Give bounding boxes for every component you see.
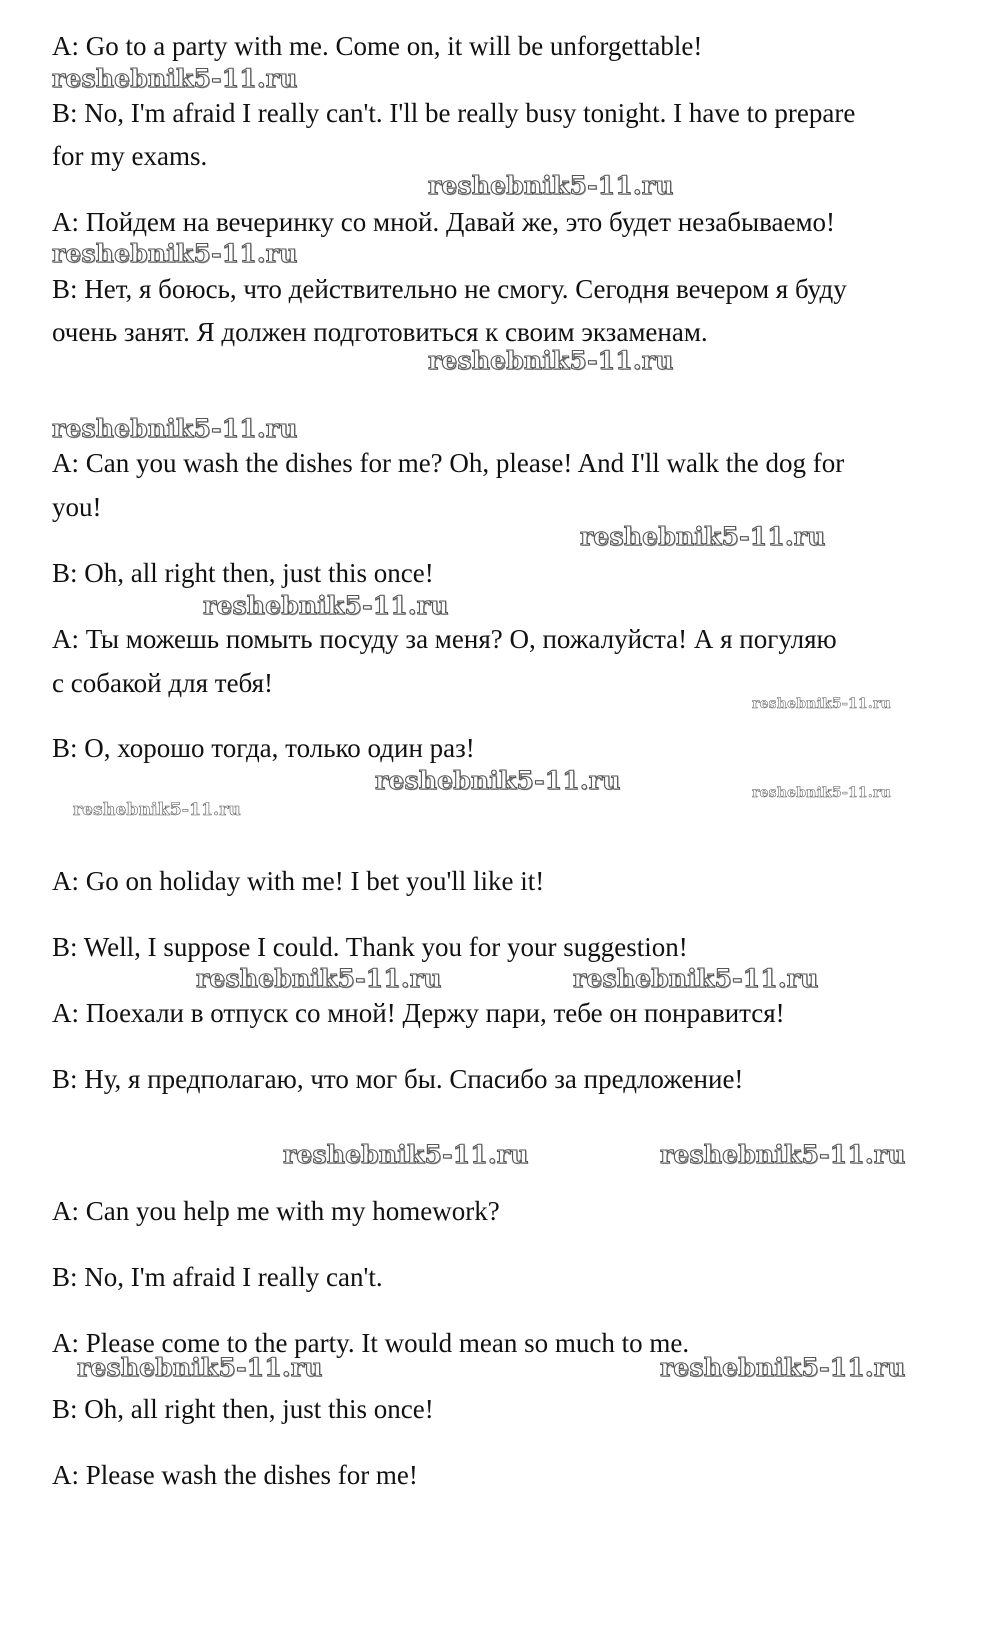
dialogue-line: B: No, I'm afraid I really can't. I'll be really busy tonight. I have to prepare xyxy=(52,98,856,128)
dialogue-line: A: Can you wash the dishes for me? Oh, please! And I'll walk the dog for xyxy=(52,448,845,478)
dialogue-line: B: Well, I suppose I could. Thank you for your suggestion! xyxy=(52,932,688,962)
dialogue-line: B: Ну, я предполагаю, что мог бы. Спасибо за предложение! xyxy=(52,1064,744,1094)
watermark: reshebnik5-11.ru xyxy=(52,414,298,443)
dialogue-line: B: О, хорошо тогда, только один раз! xyxy=(52,733,475,763)
watermark: reshebnik5-11.ru xyxy=(573,964,819,993)
watermark: reshebnik5-11.ru xyxy=(752,696,891,712)
dialogue-line: A: Can you help me with my homework? xyxy=(52,1196,500,1226)
dialogue-line: с собакой для тебя! xyxy=(52,668,274,698)
dialogue-line: A: Go to a party with me. Come on, it will be unforgettable! xyxy=(52,31,703,61)
watermark: reshebnik5-11.ru xyxy=(660,1140,906,1169)
dialogue-line: A: Please come to the party. It would mean so much to me. xyxy=(52,1328,690,1358)
watermark: reshebnik5-11.ru xyxy=(283,1140,529,1169)
watermark: reshebnik5-11.ru xyxy=(660,1353,906,1382)
dialogue-line: B: Oh, all right then, just this once! xyxy=(52,1394,434,1424)
watermark: reshebnik5-11.ru xyxy=(52,64,298,93)
dialogue-line: B: Oh, all right then, just this once! xyxy=(52,558,434,588)
watermark: reshebnik5-11.ru xyxy=(428,346,674,375)
dialogue-line: B: Нет, я боюсь, что действительно не смогу. Сегодня вечером я буду xyxy=(52,274,847,304)
dialogue-line: A: Пойдем на вечеринку со мной. Давай же, это будет незабываемо! xyxy=(52,207,836,237)
dialogue-line: A: Ты можешь помыть посуду за меня? О, пожалуйста! А я погуляю xyxy=(52,624,837,654)
watermark: reshebnik5-11.ru xyxy=(428,171,674,200)
dialogue-line: A: Go on holiday with me! I bet you'll like it! xyxy=(52,866,545,896)
watermark: reshebnik5-11.ru xyxy=(77,1353,323,1382)
watermark: reshebnik5-11.ru xyxy=(73,800,241,820)
dialogue-line: A: Поехали в отпуск со мной! Держу пари, тебе он понравится! xyxy=(52,998,785,1028)
watermark: reshebnik5-11.ru xyxy=(52,239,298,268)
watermark: reshebnik5-11.ru xyxy=(203,591,449,620)
dialogue-line: A: Please wash the dishes for me! xyxy=(52,1460,418,1490)
dialogue-line: B: No, I'm afraid I really can't. xyxy=(52,1262,383,1292)
watermark: reshebnik5-11.ru xyxy=(375,766,621,795)
dialogue-line: очень занят. Я должен подготовиться к своим экзаменам. xyxy=(52,317,708,347)
dialogue-line: you! xyxy=(52,492,102,522)
dialogue-line: for my exams. xyxy=(52,141,208,171)
watermark: reshebnik5-11.ru xyxy=(196,964,442,993)
watermark: reshebnik5-11.ru xyxy=(580,522,826,551)
watermark: reshebnik5-11.ru xyxy=(752,785,891,801)
